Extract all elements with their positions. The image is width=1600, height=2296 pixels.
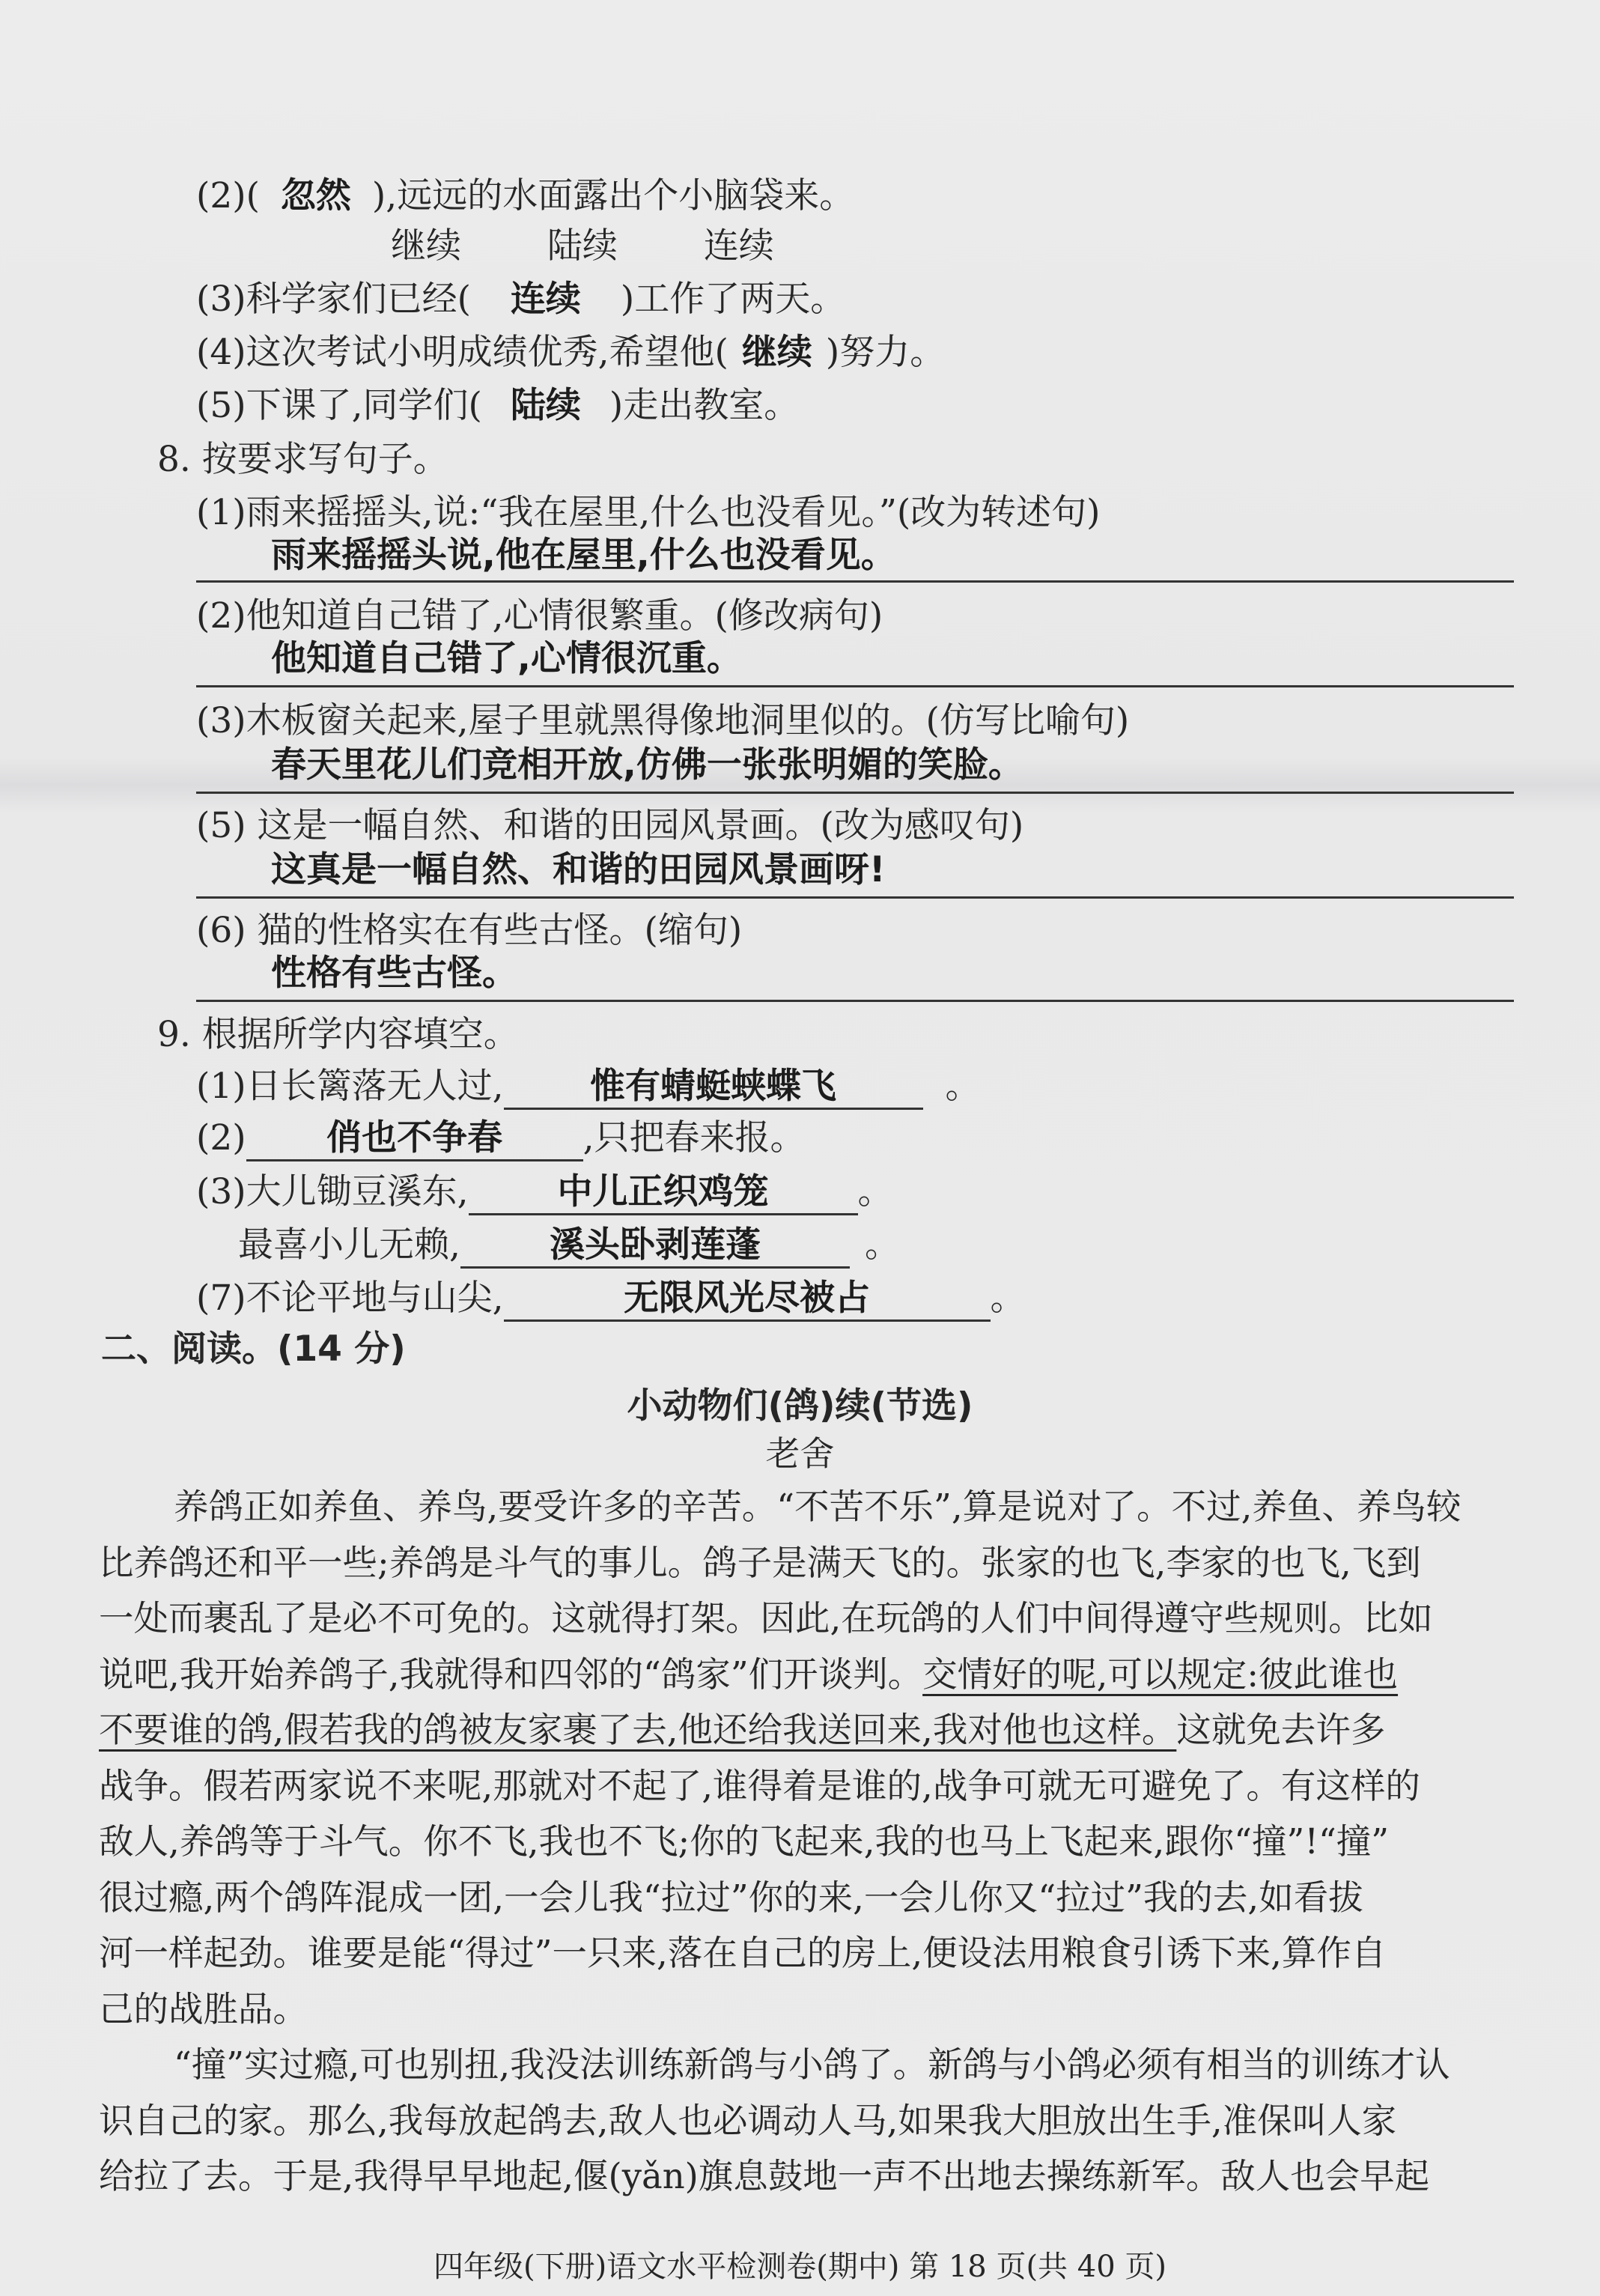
q8-answer-3: 春天里花儿们竞相开放,仿佛一张张明媚的笑脸。 xyxy=(271,744,1023,786)
q8-prompt-3: (3)木板窗关起来,屋子里就黑得像地洞里似的。(仿写比喻句) xyxy=(196,700,1130,741)
passage-paragraph-2 xyxy=(99,2037,1521,2205)
choice-word: 连续 xyxy=(703,225,774,267)
q9-line-5-text: (7)不论平地与山尖, xyxy=(196,1278,504,1319)
q9-line-1-text: (1)日长篱落无人过, xyxy=(196,1066,504,1107)
answer-line xyxy=(196,685,1514,687)
choice-word: 继续 xyxy=(391,225,461,267)
q9-line-3-end: 。 xyxy=(857,1171,893,1212)
passage-line xyxy=(99,1647,1521,1703)
q7-item-3-text-before: (3)科学家们已经( xyxy=(196,279,471,320)
underlined-sentence: 交情好的呢,可以规定:彼此谁也 xyxy=(922,1653,1399,1695)
passage-line: 己的战胜品。 xyxy=(99,1988,308,2029)
passage-line: 比养鸽还和平一些;养鸽是斗气的事儿。鸽子是满天飞的。张家的也飞,李家的也飞,飞到 xyxy=(99,1542,1421,1583)
q7-item-4 xyxy=(196,330,945,375)
q9-line-1-end: 。 xyxy=(945,1066,981,1107)
passage-paragraph-1 xyxy=(99,1479,1521,2037)
passage-line: 敌人,养鸽等于斗气。你不飞,我也不飞;你的飞起来,我的也马上飞起来,跟你“撞”!“撞” xyxy=(99,1821,1390,1862)
underlined-sentence: 不要谁的鸽,假若我的鸽被友家裹了去,他还给我送回来,我对他也这样。 xyxy=(99,1710,1177,1750)
q9-line-4-end: 。 xyxy=(864,1224,900,1266)
passage-line: 很过瘾,两个鸽阵混成一团,一会儿我“拉过”你的来,一会儿你又“拉过”我的去,如看拔 xyxy=(99,1877,1363,1918)
q8-answer-1: 雨来摇摇头说,他在屋里,什么也没看见。 xyxy=(271,535,896,576)
passage-line xyxy=(99,1702,1521,1758)
q8-prompt-2: (2)他知道自己错了,心情很繁重。(修改病句) xyxy=(196,595,883,637)
passage-text: 这就免去许多 xyxy=(1176,1710,1386,1750)
q9-line-2-text: (2) xyxy=(196,1117,246,1158)
q9-line-1 xyxy=(196,1064,981,1110)
q7-item-5-text-before: (5)下课了,同学们( xyxy=(196,385,482,426)
q7-item-2-answer: 忽然 xyxy=(280,175,351,216)
choice-word: 陆续 xyxy=(547,225,618,267)
q7-item-4-text-after: )努力。 xyxy=(825,332,946,373)
passage-author: 老舍 xyxy=(765,1433,835,1474)
q8-prompt-1: (1)雨来摇摇头,说:“我在屋里,什么也没看见。”(改为转述句) xyxy=(196,492,1101,533)
q8-answer-2: 他知道自己错了,心情很沉重。 xyxy=(271,638,742,679)
q7-item-3 xyxy=(196,277,845,322)
passage-line: 战争。假若两家说不来呢,那就对不起了,谁得着是谁的,战争可就无可避免了。有这样的 xyxy=(99,1765,1420,1806)
q9-heading: 9. 根据所学内容填空。 xyxy=(157,1014,519,1055)
q9-line-3-text: (3)大儿锄豆溪东, xyxy=(196,1171,469,1212)
passage-line: 养鸽正如养鱼、养鸟,要受许多的辛苦。“不苦不乐”,算是说对了。不过,养鱼、养鸟较 xyxy=(174,1486,1461,1527)
q9-line-1-answer: 惟有蜻蜓蛱蝶飞 xyxy=(504,1066,923,1110)
answer-line xyxy=(196,792,1514,794)
q8-heading: 8. 按要求写句子。 xyxy=(157,439,448,480)
q9-line-3 xyxy=(196,1170,893,1215)
passage-text: 说吧,我开始养鸽子,我就得和四邻的“鸽家”们开谈判。 xyxy=(99,1653,923,1695)
q7-word-choices xyxy=(391,224,774,269)
q7-item-3-answer: 连续 xyxy=(510,279,581,320)
answer-line xyxy=(196,580,1514,583)
passage-line: 一处而裹乱了是必不可免的。这就得打架。因此,在玩鸽的人们中间得遵守些规则。比如 xyxy=(99,1598,1433,1639)
passage-line: 河一样起劲。谁要是能“得过”一只来,落在自己的房上,便设法用粮食引诱下来,算作自 xyxy=(99,1933,1387,1973)
q7-item-2-text-after: ),远远的水面露出个小脑袋来。 xyxy=(371,175,855,216)
q7-item-4-answer: 继续 xyxy=(741,332,812,373)
q8-prompt-6: (6) 猫的性格实在有些古怪。(缩句) xyxy=(196,910,743,951)
q7-item-2 xyxy=(196,174,854,219)
q7-item-3-text-after: )工作了两天。 xyxy=(620,279,846,320)
q9-line-4-answer: 溪头卧剥莲蓬 xyxy=(460,1224,850,1269)
q9-line-4 xyxy=(238,1223,900,1269)
q9-line-5-answer: 无限风光尽被占 xyxy=(504,1278,991,1322)
q9-line-5 xyxy=(196,1276,1026,1322)
answer-line xyxy=(196,896,1514,899)
passage-line: 识自己的家。那么,我每放起鸽去,敌人也必调动人马,如果我大胆放出生手,准保叫人家 xyxy=(99,2100,1397,2141)
passage-line: 给拉了去。于是,我得早早地起,偃(yǎn)旗息鼓地一声不出地去操练新军。敌人也会早起 xyxy=(99,2156,1430,2196)
q7-item-5 xyxy=(196,383,799,428)
q8-answer-6: 性格有些古怪。 xyxy=(271,953,517,994)
q7-item-5-answer: 陆续 xyxy=(510,385,581,426)
passage-line: “撞”实过瘾,可也别扭,我没法训练新鸽与小鸽了。新鸽与小鸽必须有相当的训练才认 xyxy=(174,2044,1450,2085)
q9-line-3-answer: 中儿正织鸡笼 xyxy=(469,1171,858,1215)
q9-line-4-text: 最喜小儿无赖, xyxy=(238,1224,460,1266)
passage-title: 小动物们(鸽)续(节选) xyxy=(627,1385,973,1427)
q9-line-2-end: ,只把春来报。 xyxy=(582,1117,806,1158)
page-footer: 四年级(下册)语文水平检测卷(期中) 第 18 页(共 40 页) xyxy=(433,2250,1166,2284)
q7-item-4-text-before: (4)这次考试小明成绩优秀,希望他( xyxy=(196,332,728,373)
q9-line-5-end: 。 xyxy=(990,1278,1026,1319)
q9-line-2-answer: 俏也不争春 xyxy=(246,1117,583,1161)
q7-item-5-text-after: )走出教室。 xyxy=(609,385,800,426)
q7-item-2-text-before: (2)( xyxy=(196,175,260,216)
q8-answer-5: 这真是一幅自然、和谐的田园风景画呀! xyxy=(271,849,886,890)
reading-section-heading: 二、阅读。(14 分) xyxy=(101,1328,406,1370)
answer-line xyxy=(196,1000,1514,1002)
q9-line-2 xyxy=(196,1116,806,1161)
q8-prompt-5: (5) 这是一幅自然、和谐的田园风景画。(改为感叹句) xyxy=(196,805,1024,846)
